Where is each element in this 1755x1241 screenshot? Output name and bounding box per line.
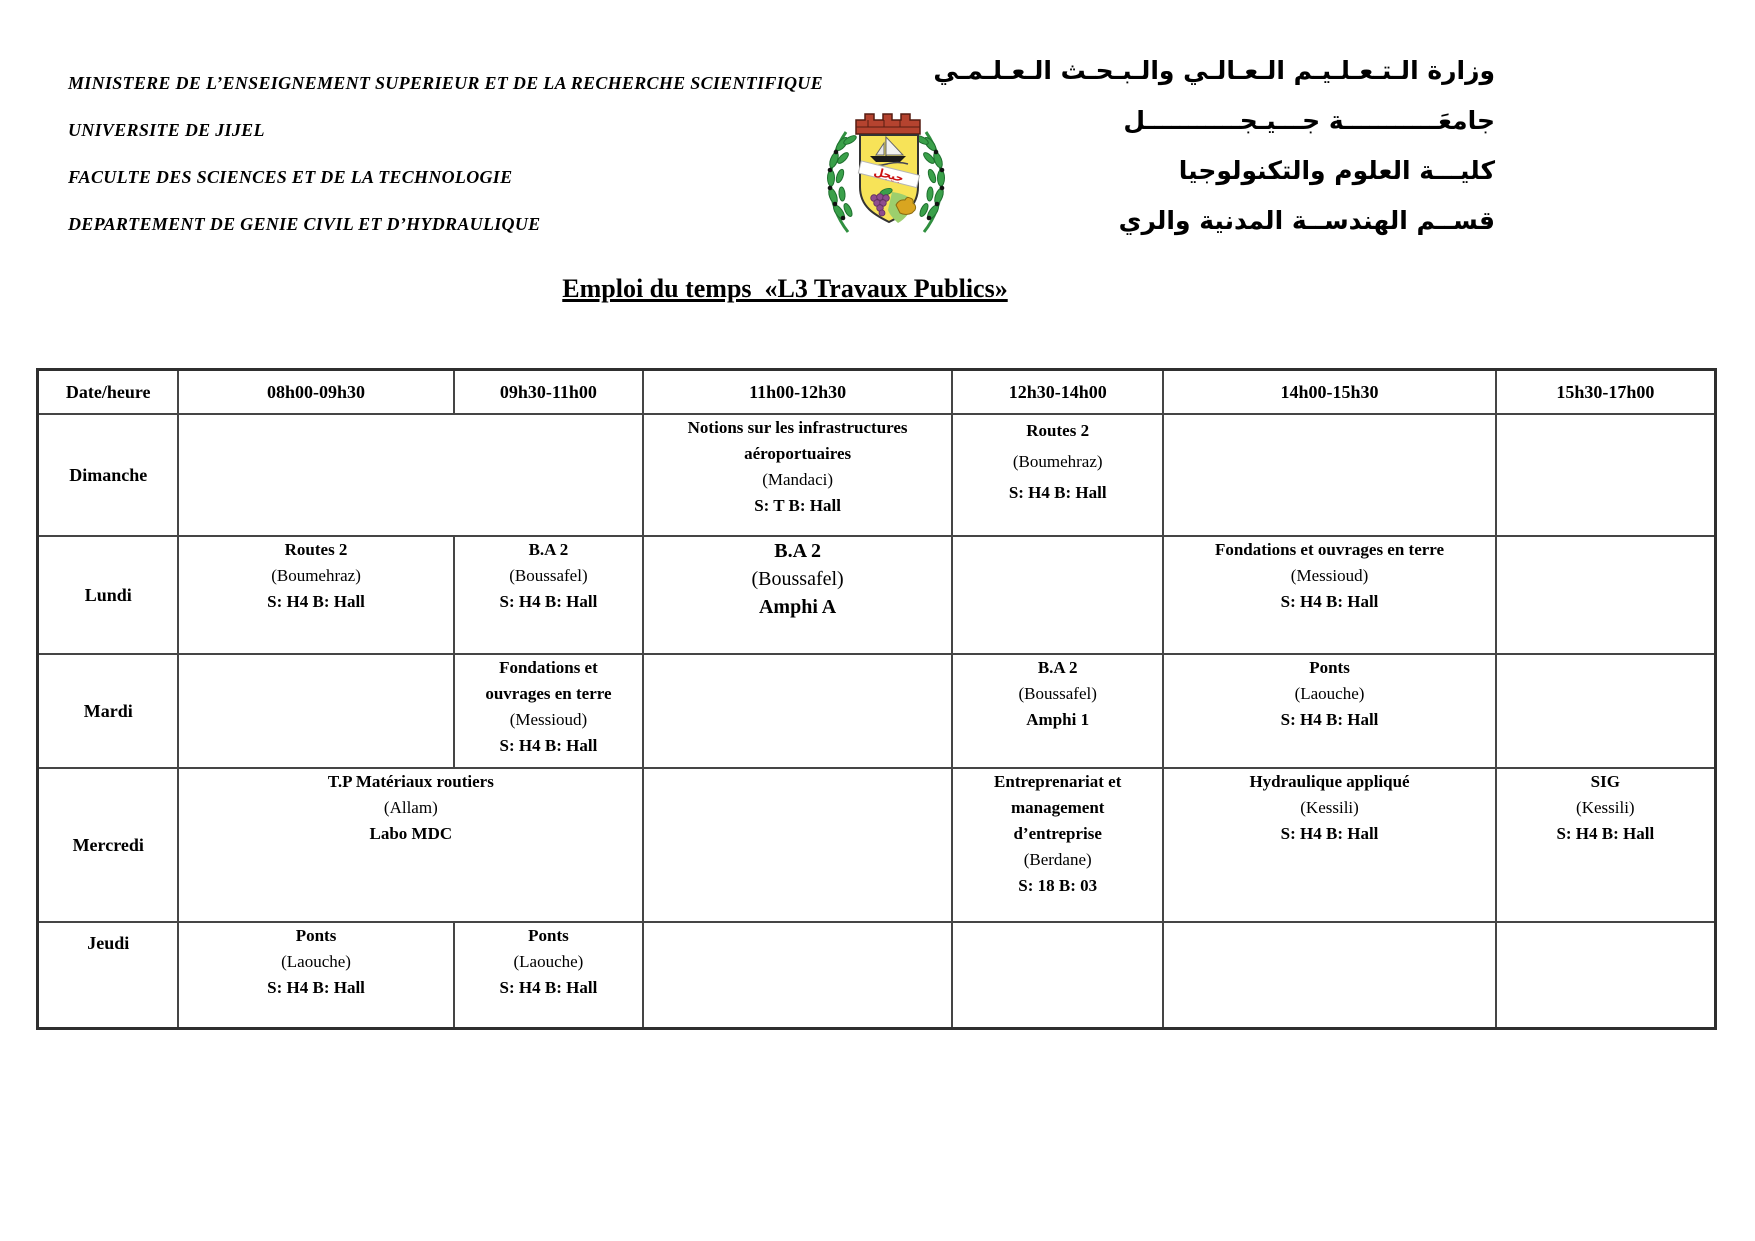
- teacher-name: (Boussafel): [509, 566, 588, 585]
- room-info: S: H4 B: Hall: [267, 592, 365, 611]
- timetable-row-mardi: [38, 654, 1716, 768]
- teacher-name: (Boussafel): [1018, 684, 1097, 703]
- empty-cell: [1496, 654, 1716, 768]
- day-label: Jeudi: [38, 922, 179, 1028]
- class-cell: [454, 922, 644, 1028]
- teacher-name: (Kessili): [1300, 798, 1359, 817]
- timetable-row-jeudi: [38, 922, 1716, 1028]
- teacher-name: (Allam): [383, 798, 438, 817]
- ministry-line: MINISTERE DE L’ENSEIGNEMENT SUPERIEUR ET DE LA RECHERCHE SCIENTIFIQUE: [68, 73, 823, 93]
- jijel-coat-of-arms-icon: [806, 104, 966, 238]
- room-info: Amphi A: [758, 596, 837, 618]
- room-info: S: H4 B: Hall: [1280, 710, 1379, 729]
- course-name: Routes 2: [1026, 421, 1090, 440]
- course-name: Entreprenariat et: [994, 772, 1122, 791]
- timetable: [36, 368, 1717, 1030]
- course-name: B.A 2: [528, 540, 569, 559]
- room-info: S: H4 B: Hall: [1280, 824, 1379, 843]
- course-name: B.A 2: [774, 540, 821, 562]
- column-header: 12h30-14h00: [952, 370, 1163, 415]
- course-name: Ponts: [295, 926, 337, 945]
- room-info: S: 18 B: 03: [1018, 876, 1098, 895]
- laurel-branch-icon: [827, 132, 858, 232]
- empty-cell: [952, 922, 1163, 1028]
- class-cell: [952, 414, 1163, 536]
- class-cell: [454, 654, 644, 768]
- department-line: DEPARTEMENT DE GENIE CIVIL ET D’HYDRAULIQUE: [68, 214, 541, 234]
- teacher-name: (Boussafel): [751, 568, 844, 590]
- course-name: d’entreprise: [1013, 824, 1102, 843]
- course-name: Notions sur les infrastructures: [687, 418, 908, 437]
- column-header: 11h00-12h30: [643, 370, 952, 415]
- course-name: Routes 2: [284, 540, 348, 559]
- class-cell: [178, 922, 453, 1028]
- class-cell: [952, 654, 1163, 768]
- teacher-name: (Kessili): [1576, 798, 1635, 817]
- course-name: Ponts: [528, 926, 569, 945]
- teacher-name: (Laouche): [513, 952, 584, 971]
- department-line-ar: قســم الهندســة المدنية والري: [1118, 206, 1495, 235]
- empty-cell: [643, 768, 952, 922]
- university-line-ar: جامعَـــــــــــة جـــيـجـــــــــــل: [1123, 106, 1495, 135]
- class-cell: [643, 536, 952, 654]
- class-cell: [952, 768, 1163, 922]
- class-cell: [178, 768, 643, 922]
- course-name: ouvrages en terre: [485, 684, 612, 703]
- page-title: Emploi du temps «L3 Travaux Publics»: [562, 274, 1008, 303]
- teacher-name: (Boumehraz): [1012, 452, 1103, 471]
- course-name: T.P Matériaux routiers: [327, 772, 494, 791]
- empty-cell: [1496, 922, 1716, 1028]
- room-info: S: H4 B: Hall: [499, 592, 598, 611]
- class-cell: [1163, 654, 1495, 768]
- castle-icon: [856, 114, 920, 134]
- room-info: S: T B: Hall: [754, 496, 841, 515]
- room-info: S: H4 B: Hall: [1280, 592, 1379, 611]
- arabic-header-block: [933, 46, 1495, 246]
- course-name: Ponts: [1309, 658, 1350, 677]
- teacher-name: (Laouche): [1294, 684, 1365, 703]
- empty-cell: [178, 414, 643, 536]
- teacher-name: (Berdane): [1023, 850, 1092, 869]
- empty-cell: [643, 922, 952, 1028]
- timetable-row-dimanche: [38, 414, 1716, 536]
- day-label: Mercredi: [38, 768, 179, 922]
- room-info: Labo MDC: [369, 824, 453, 843]
- day-label: Lundi: [38, 536, 179, 654]
- empty-cell: [643, 654, 952, 768]
- teacher-name: (Messioud): [509, 710, 588, 729]
- room-info: S: H4 B: Hall: [1008, 483, 1107, 502]
- empty-cell: [1163, 414, 1495, 536]
- room-info: S: H4 B: Hall: [267, 978, 365, 997]
- faculty-line-ar: كليـــة العلوم والتكنولوجيا: [1178, 156, 1495, 185]
- course-name: Fondations et ouvrages en terre: [1214, 540, 1445, 559]
- timetable-row-lundi: [38, 536, 1716, 654]
- shield-icon: [858, 135, 919, 223]
- empty-cell: [1496, 414, 1716, 536]
- empty-cell: [1163, 922, 1495, 1028]
- teacher-name: (Laouche): [281, 952, 351, 971]
- class-cell: [1163, 536, 1495, 654]
- empty-cell: [952, 536, 1163, 654]
- column-header: 08h00-09h30: [178, 370, 453, 415]
- course-name: Fondations et: [499, 658, 598, 677]
- day-label: Dimanche: [38, 414, 179, 536]
- empty-cell: [1496, 536, 1716, 654]
- timetable-row-mercredi: [38, 768, 1716, 922]
- course-name: B.A 2: [1037, 658, 1078, 677]
- class-cell: [1496, 768, 1716, 922]
- column-header: 09h30-11h00: [454, 370, 644, 415]
- class-cell: [178, 536, 453, 654]
- room-info: S: H4 B: Hall: [499, 978, 598, 997]
- university-line: UNIVERSITE DE JIJEL: [68, 120, 265, 140]
- teacher-name: (Boumehraz): [271, 566, 361, 585]
- course-name: aéroportuaires: [744, 444, 852, 463]
- faculty-line: FACULTE DES SCIENCES ET DE LA TECHNOLOGIE: [68, 167, 513, 187]
- room-info: S: H4 B: Hall: [1556, 824, 1655, 843]
- course-name: SIG: [1590, 772, 1620, 791]
- class-cell: [1163, 768, 1495, 922]
- timetable-header-row: [38, 370, 1716, 415]
- course-name: Hydraulique appliqué: [1249, 772, 1410, 791]
- empty-cell: [178, 654, 453, 768]
- class-cell: [454, 536, 644, 654]
- room-info: S: H4 B: Hall: [499, 736, 598, 755]
- column-header: 15h30-17h00: [1496, 370, 1716, 415]
- teacher-name: (Messioud): [1290, 566, 1369, 585]
- university-logo: [806, 104, 966, 238]
- column-header: 14h00-15h30: [1163, 370, 1495, 415]
- class-cell: [643, 414, 952, 536]
- teacher-name: (Mandaci): [762, 470, 834, 489]
- room-info: Amphi 1: [1026, 710, 1090, 729]
- ministry-line-ar: وزارة الـتـعـلـيـم الـعـالـي والـبـحـث الـعـلـمـي: [933, 56, 1495, 85]
- course-name: management: [1010, 798, 1105, 817]
- french-header-block: [68, 60, 823, 248]
- banner-city-name: جيجل: [872, 165, 905, 185]
- day-label: Mardi: [38, 654, 179, 768]
- column-header: Date/heure: [38, 370, 179, 415]
